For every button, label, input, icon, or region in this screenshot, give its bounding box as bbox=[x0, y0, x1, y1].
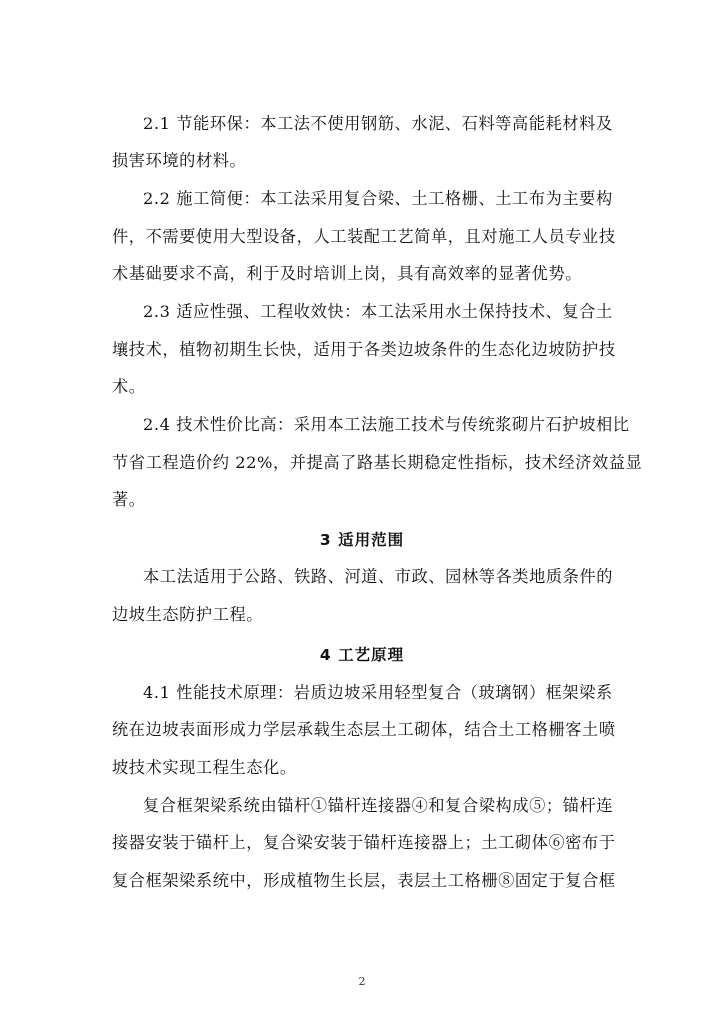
section-2-1-line-1: 2.1 节能环保：本工法不使用钢筋、水泥、石料等高能耗材料及 bbox=[143, 114, 613, 133]
section-2-3-line-1: 2.3 适应性强、工程收效快：本工法采用水土保持技术、复合土 bbox=[143, 302, 613, 321]
section-2-4-line-3: 著。 bbox=[112, 490, 146, 509]
section-2-2-line-1: 2.2 施工简便：本工法采用复合梁、土工格栅、土工布为主要构 bbox=[143, 189, 613, 208]
section-2-1-line-2: 损害环境的材料。 bbox=[112, 151, 247, 170]
section-2-3-line-2: 壤技术，植物初期生长快，适用于各类边坡条件的生态化边坡防护技 bbox=[112, 340, 616, 359]
frame-system-line-2: 接器安装于锚杆上，复合梁安装于锚杆连接器上；土工砌体⑥密布于 bbox=[112, 833, 616, 852]
scope-line-1: 本工法适用于公路、铁路、河道、市政、园林等各类地质条件的 bbox=[143, 567, 614, 586]
frame-system-line-3: 复合框架梁系统中，形成植物生长层，表层土工格栅⑧固定于复合框 bbox=[112, 871, 616, 890]
section-3-heading: 3 适用范围 bbox=[319, 531, 405, 549]
section-4-heading: 4 工艺原理 bbox=[319, 646, 405, 664]
section-2-3-line-3: 术。 bbox=[112, 377, 146, 396]
section-4-1-line-1: 4.1 性能技术原理：岩质边坡采用轻型复合（玻璃钢）框架梁系 bbox=[143, 683, 613, 702]
section-2-4-line-2: 节省工程造价约 22%，并提高了路基长期稳定性指标，技术经济效益显 bbox=[112, 453, 643, 472]
frame-system-line-1: 复合框架梁系统由锚杆①锚杆连接器④和复合梁构成⑤；锚杆连 bbox=[143, 796, 614, 815]
page-number: 2 bbox=[358, 975, 366, 988]
section-4-1-line-2: 统在边坡表面形成力学层承载生态层土工砌体，结合土工格栅客土喷 bbox=[112, 720, 616, 739]
section-4-1-line-3: 坡技术实现工程生态化。 bbox=[112, 758, 297, 777]
scope-line-2: 边坡生态防护工程。 bbox=[112, 605, 264, 624]
section-2-2-line-3: 术基础要求不高，利于及时培训上岗，具有高效率的显著优势。 bbox=[112, 264, 583, 283]
section-2-2-line-2: 件，不需要使用大型设备，人工装配工艺简单，且对施工人员专业技 bbox=[112, 227, 616, 246]
section-2-4-line-1: 2.4 技术性价比高：采用本工法施工技术与传统浆砌片石护坡相比 bbox=[143, 415, 630, 434]
